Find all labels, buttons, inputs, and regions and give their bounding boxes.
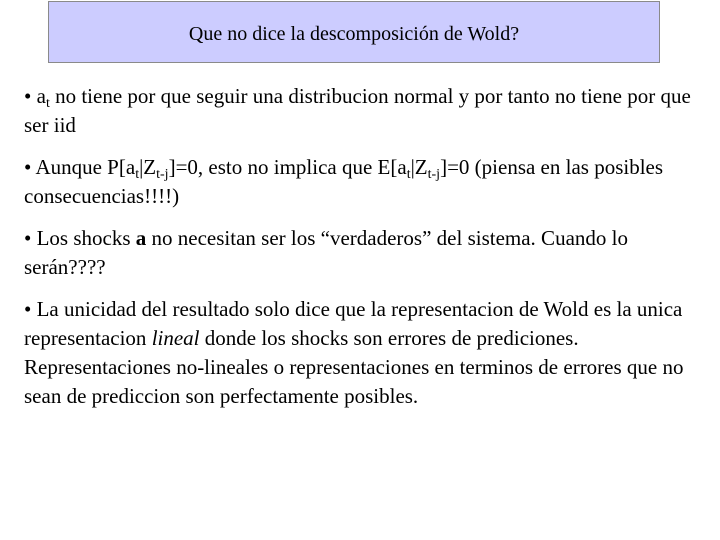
bullet-text: ]=0 (piensa en las posibles consecuencias!!!!) (24, 155, 664, 208)
subscript: t-j (427, 167, 441, 182)
bullet-text: ]=0, esto no implica que E[a (168, 155, 407, 179)
bullet-item-1 (24, 82, 704, 140)
subscript: t (406, 167, 411, 182)
slide-title-box (48, 1, 660, 63)
slide-body (24, 82, 704, 424)
bold-term: a (135, 226, 147, 250)
bullet-text: |Z (410, 155, 428, 179)
bullet-text: • a (24, 84, 46, 108)
slide-title: Que no dice la descomposición de Wold? (188, 22, 520, 45)
bullet-item-3 (24, 224, 704, 282)
subscript: t-j (156, 167, 169, 182)
bullet-item-2 (24, 153, 704, 211)
subscript: t (135, 167, 140, 182)
italic-term: lineal (151, 326, 200, 350)
bullet-text: donde los shocks son errores de prediciones. Representaciones no-lineales o representaciones en terminos de errores que no sean de prediccion son perfectamente posibles. (24, 326, 684, 408)
bullet-item-4 (24, 295, 704, 411)
subscript: t (45, 96, 50, 111)
bullet-text: |Z (139, 155, 157, 179)
bullet-text: • Aunque P[a (24, 155, 136, 179)
bullet-text: no necesitan ser los “verdaderos” del sistema. Cuando lo serán???? (24, 226, 628, 279)
bullet-text: • La unicidad del resultado solo dice que la representacion de Wold es la unica representacion (24, 297, 683, 350)
bullet-text: • Los shocks (24, 226, 136, 250)
bullet-text: no tiene por que seguir una distribucion normal y por tanto no tiene por que ser iid (24, 84, 691, 137)
